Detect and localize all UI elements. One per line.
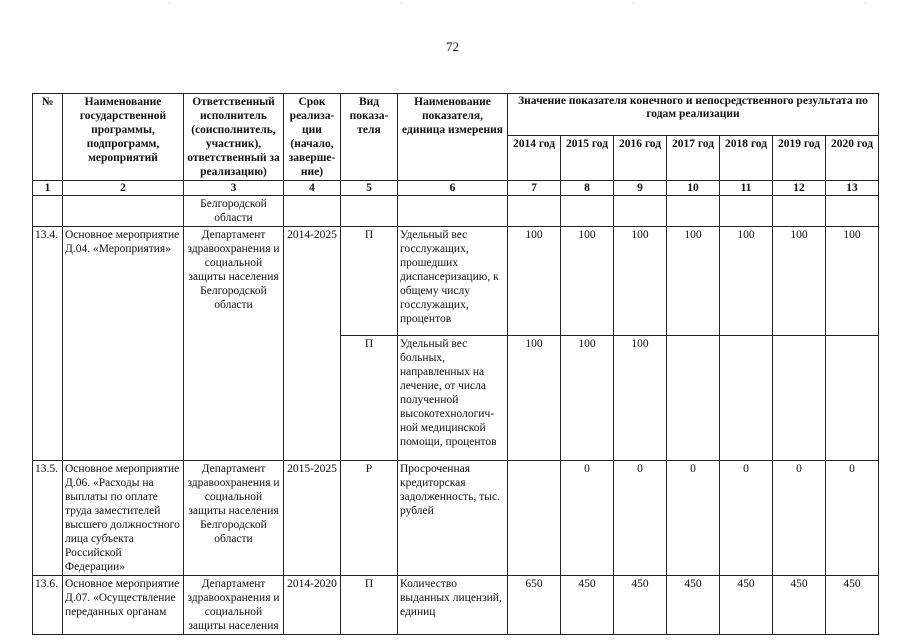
indicator-type: Р — [341, 461, 398, 576]
scan-mark: · — [400, 0, 403, 8]
indicator-value — [773, 336, 826, 461]
cell-empty — [63, 196, 184, 227]
indicator-value — [826, 336, 879, 461]
column-number: 4 — [284, 181, 341, 196]
indicator-value: 450 — [773, 576, 826, 635]
cell-empty — [561, 196, 614, 227]
column-number: 9 — [614, 181, 667, 196]
indicator-value: 0 — [561, 461, 614, 576]
indicator-value: 0 — [667, 461, 720, 576]
header-term: Срок реализа-ции (начало, заверше-ние) — [284, 94, 341, 181]
cell-empty — [720, 196, 773, 227]
row-term: 2014-2020 — [284, 576, 341, 635]
column-number-row — [33, 181, 879, 196]
indicator-value: 100 — [826, 227, 879, 336]
column-number: 12 — [773, 181, 826, 196]
column-number: 3 — [184, 181, 284, 196]
header-indicator-name: Наименование показателя, единица измерения — [398, 94, 508, 181]
indicator-value: 100 — [614, 227, 667, 336]
cell-empty — [773, 196, 826, 227]
header-year: 2020 год — [826, 136, 879, 181]
column-number: 1 — [33, 181, 63, 196]
column-number: 8 — [561, 181, 614, 196]
header-year: 2018 год — [720, 136, 773, 181]
cell-empty — [284, 196, 341, 227]
continuation-row — [33, 196, 879, 227]
cell-empty — [667, 196, 720, 227]
indicator-value — [508, 461, 561, 576]
column-number: 11 — [720, 181, 773, 196]
indicator-value: 0 — [720, 461, 773, 576]
row-program-name: Основное мероприятие Д.07. «Осуществление переданных органам — [63, 576, 184, 635]
header-year: 2019 год — [773, 136, 826, 181]
table-row — [33, 461, 879, 576]
header-program-name: Наименование государственной программы, подпрограмм, мероприятий — [63, 94, 184, 181]
table-row — [33, 576, 879, 635]
page-number: 72 — [446, 39, 459, 54]
indicator-value: 450 — [561, 576, 614, 635]
row-executor: Департамент здравоохранения и социальной защиты населения Белгородской области — [184, 461, 284, 576]
header-year: 2014 год — [508, 136, 561, 181]
scan-edge-marks — [0, 0, 905, 8]
indicator-value: 100 — [614, 336, 667, 461]
indicator-name: Удельный вес больных, направленных на лечение, от числа полученной высокотехнологич-ной медицинской помощи, процентов — [398, 336, 508, 461]
indicator-name: Просроченная кредиторская задолженность, тыс. рублей — [398, 461, 508, 576]
cell-empty — [33, 196, 63, 227]
row-number: 13.6. — [33, 576, 63, 635]
cell-empty — [614, 196, 667, 227]
row-term: 2014-2025 — [284, 227, 341, 461]
indicator-value: 100 — [508, 336, 561, 461]
table-body — [33, 196, 879, 635]
indicator-value: 0 — [773, 461, 826, 576]
indicator-value: 450 — [826, 576, 879, 635]
cell-empty — [826, 196, 879, 227]
indicator-value: 0 — [614, 461, 667, 576]
row-program-name: Основное мероприятие Д.06. «Расходы на выплаты по оплате труда заместителей высшего должностного лица субъекта Российской Федерации» — [63, 461, 184, 576]
cell-empty — [341, 196, 398, 227]
indicator-value: 100 — [720, 227, 773, 336]
indicator-value: 100 — [561, 336, 614, 461]
table-row — [33, 227, 879, 336]
indicator-type: П — [341, 227, 398, 336]
scan-mark: · — [632, 0, 635, 8]
row-number: 13.5. — [33, 461, 63, 576]
indicators-table — [32, 93, 879, 635]
indicator-name: Удельный вес госслужащих, прошедших диспансеризацию, к общему числу госслужащих, процентов — [398, 227, 508, 336]
indicator-value: 100 — [508, 227, 561, 336]
row-executor: Департамент здравоохранения и социальной защиты населения Белгородской области — [184, 227, 284, 461]
column-number: 7 — [508, 181, 561, 196]
column-number: 5 — [341, 181, 398, 196]
row-executor: Департамент здравоохранения и социальной защиты населения — [184, 576, 284, 635]
column-number: 2 — [63, 181, 184, 196]
header-year: 2017 год — [667, 136, 720, 181]
indicator-value: 650 — [508, 576, 561, 635]
indicator-value — [667, 336, 720, 461]
row-number: 13.4. — [33, 227, 63, 461]
indicator-value: 100 — [667, 227, 720, 336]
continuation-executor: Белгородской области — [184, 196, 284, 227]
row-program-name: Основное мероприятие Д.04. «Мероприятия» — [63, 227, 184, 461]
cell-empty — [508, 196, 561, 227]
header-number: № — [33, 94, 63, 181]
column-number: 10 — [667, 181, 720, 196]
header-year: 2015 год — [561, 136, 614, 181]
column-number: 6 — [398, 181, 508, 196]
indicator-value: 100 — [773, 227, 826, 336]
column-number: 13 — [826, 181, 879, 196]
header-executor: Ответственный исполнитель (соисполнитель, участник), ответственный за реализацию) — [184, 94, 284, 181]
scan-mark: · — [168, 0, 171, 8]
header-indicator-type: Вид показа-теля — [341, 94, 398, 181]
cell-empty — [398, 196, 508, 227]
indicator-value: 0 — [826, 461, 879, 576]
header-values-group: Значение показателя конечного и непосредственного результата по годам реализации — [508, 94, 879, 136]
indicator-value: 100 — [561, 227, 614, 336]
indicator-value: 450 — [720, 576, 773, 635]
scan-mark: · — [864, 0, 867, 8]
header-year: 2016 год — [614, 136, 667, 181]
indicator-value — [720, 336, 773, 461]
indicator-value: 450 — [667, 576, 720, 635]
indicator-type: П — [341, 576, 398, 635]
row-term: 2015-2025 — [284, 461, 341, 576]
indicator-name: Количество выданных лицензий, единиц — [398, 576, 508, 635]
indicator-type: П — [341, 336, 398, 461]
indicator-value: 450 — [614, 576, 667, 635]
